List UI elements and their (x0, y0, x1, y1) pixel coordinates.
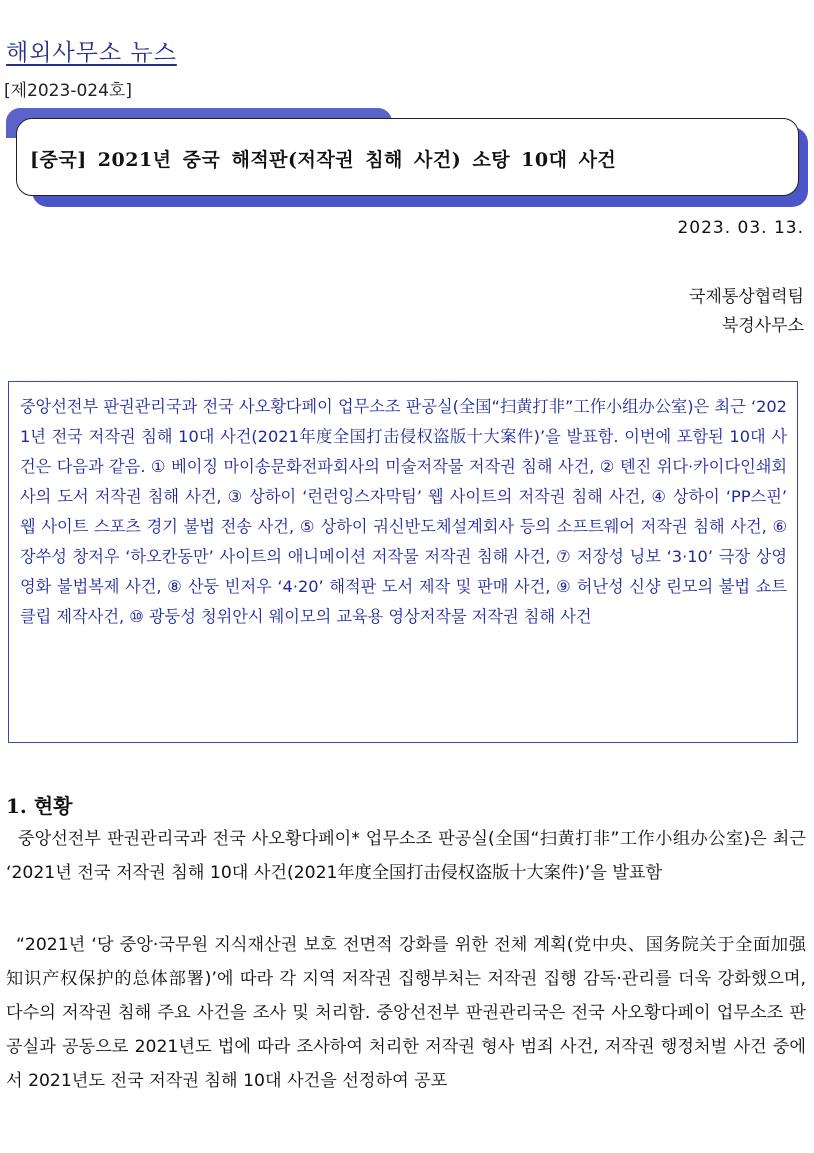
body-paragraph: 중앙선전부 판권관리국과 전국 사오황다페이* 업무소조 판공실(全国“扫黄打非”工作小组办公室)은 최근 ‘2021년 전국 저작권 침해 10대 사건(2021年度全国打击侵权盗版十大案件)’을 발표함 (6, 829, 806, 883)
publish-date: 2023. 03. 13. (677, 218, 804, 238)
summary-box: 중앙선전부 판권관리국과 전국 사오황다페이 업무소조 판공실(全国“扫黄打非”工作小组办公室)은 최근 ‘2021년 전국 저작권 침해 10대 사건(2021年度全国打击侵权盗版十大案件)’을 발표함. 이번에 포함된 10대 사건은 다음과 같음. ① 베이징 마이송문화전파회사의 미술저작물 저작권 침해 사건, ② 톈진 위다·카이다인쇄회사의 도서 저작권 침해 사건, ③ 상하이 ‘런런잉스자막팀’ 웹 사이트의 저작권 침해 사건, ④ 상하이 ‘PP스핀’ 웹 사이트 스포츠 경기 불법 전송 사건, ⑤ 상하이 궈신반도체설계회사 등의 소프트웨어 저작권 침해 사건, ⑥ 장쑤성 창저우 ‘하오칸동만’ 사이트의 애니메이션 저작물 저작권 침해 사건, ⑦ 저장성 닝보 ‘3·10’ 극장 상영 영화 불법복제 사건, ⑧ 산둥 빈저우 ‘4·20’ 해적판 도서 제작 및 판매 사건, ⑨ 허난성 신샹 린모의 불법 쇼트 클립 제작사건, ⑩ 광둥성 청위안시 웨이모의 교육용 영상저작물 저작권 침해 사건 (8, 381, 798, 743)
office-name: 북경사무소 (721, 316, 804, 336)
issue-number: [제2023-024호] (4, 81, 132, 101)
department-name: 국제통상협력팀 (689, 287, 804, 307)
author-block (689, 283, 804, 341)
article-title: [중국] 2021년 중국 해적판(저작권 침해 사건) 소탕 10대 사건 (30, 149, 617, 171)
body-paragraph: “2021년 ‘당 중앙·국무원 지식재산권 보호 전면적 강화를 위한 전체 계획(党中央、国务院关于全面加强知识产权保护的总体部署)’에 따라 각 지역 저작권 집행부처는 저작권 집행 감독·관리를 더욱 강화했으며, 다수의 저작권 침해 주요 사건을 조사 및 처리함. 중앙선전부 판권관리국은 전국 사오황다페이 업무소조 판공실과 공동으로 2021년도 법에 따라 조사하여 처리한 저작권 형사 범죄 사건, 저작권 행정처벌 사건 중에서 2021년도 전국 저작권 침해 10대 사건을 선정하여 공포 (6, 935, 806, 1091)
newsletter-title: 해외사무소 뉴스 (6, 40, 177, 66)
section-heading: 1. 현황 (6, 794, 73, 818)
